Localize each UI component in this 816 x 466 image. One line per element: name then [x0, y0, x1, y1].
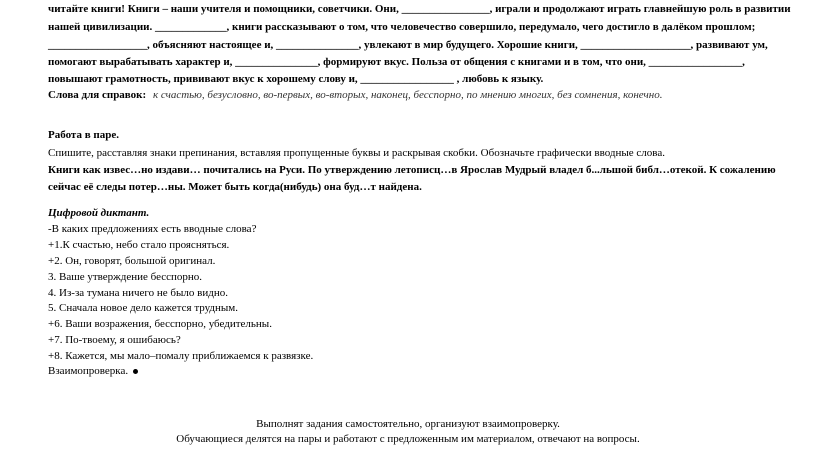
dictation-title: Цифровой диктант.	[48, 207, 150, 219]
dictation-line: +1.К счастью, небо стало проясняться.	[48, 239, 230, 251]
dictation-line: 4. Из-за тумана ничего не было видно.	[48, 287, 228, 299]
dictation-line: +6. Ваши возражения, бесспорно, убедительны.	[48, 318, 272, 330]
peer-check-label: Взаимопроверка.	[48, 365, 129, 377]
pair-work-text-line: сейчас её следы потер…ны. Может быть когда(нибудь) она буд…т найдена.	[48, 181, 422, 193]
text-paragraph-line: повышают грамотность, прививают вкус к хорошему слову и, _________________ , любовь к языку.	[48, 73, 544, 85]
dictation-line: +8. Кажется, мы мало–помалу приближаемся к развязке.	[48, 350, 314, 362]
dictation-line: +2. Он, говорят, большой оригинал.	[48, 255, 216, 267]
dictation-line: 3. Ваше утверждение бесспорно.	[48, 271, 203, 283]
pair-work-instruction: Спишите, расставляя знаки препинания, вставляя пропущенные буквы и раскрывая скобки. Обозначьте графически вводные слова.	[48, 147, 665, 159]
reference-list: к счастью, безусловно, во-первых, во-вторых, наконец, бесспорно, по мнению многих, без сомнения, конечно.	[152, 89, 663, 101]
dictation-line: +7. По-твоему, я ошибаюсь?	[48, 334, 181, 346]
reference-words	[48, 88, 663, 103]
footer-line: Выполнят задания самостоятельно, организуют взаимопроверку.	[256, 418, 560, 430]
text-paragraph-line: помогают вырабатывать характер и, _______________, формируют вкус. Польза от общения с книгами и в том, что они, _________________,	[48, 56, 745, 68]
pair-work-text-line: Книги как извес…но издави… почитались на Руси. По утверждению летописц…в Ярослав Мудрый владел б...льшой библ…отекой. К сожалению	[48, 164, 776, 176]
dictation-line: -В каких предложениях есть вводные слова?	[48, 223, 257, 235]
text-paragraph-line: нашей цивилизации. _____________, книги рассказывают о том, что человечество совершило, передумало, чего достигло в далёком прошлом;	[48, 21, 756, 33]
dictation-line: 5. Сначала новое дело кажется трудным.	[48, 302, 239, 314]
peer-check-line	[48, 364, 138, 379]
text-paragraph-line: читайте книги! Книги – наши учителя и помощники, советчики. Они, ________________, играли и продолжают играть главнейшую роль в развитии	[48, 3, 791, 15]
reference-label: Слова для справок:	[48, 89, 147, 101]
bullet-icon	[133, 369, 138, 374]
footer-line: Обучающиеся делятся на пары и работают с предложенным им материалом, отвечают на вопросы.	[176, 433, 640, 445]
pair-work-title: Работа в паре.	[48, 129, 119, 141]
text-paragraph-line: __________________, объясняют настоящее и, _______________, увлекают в мир будущего. Хорошие книги, ____________________, развивают ум,	[48, 39, 768, 51]
